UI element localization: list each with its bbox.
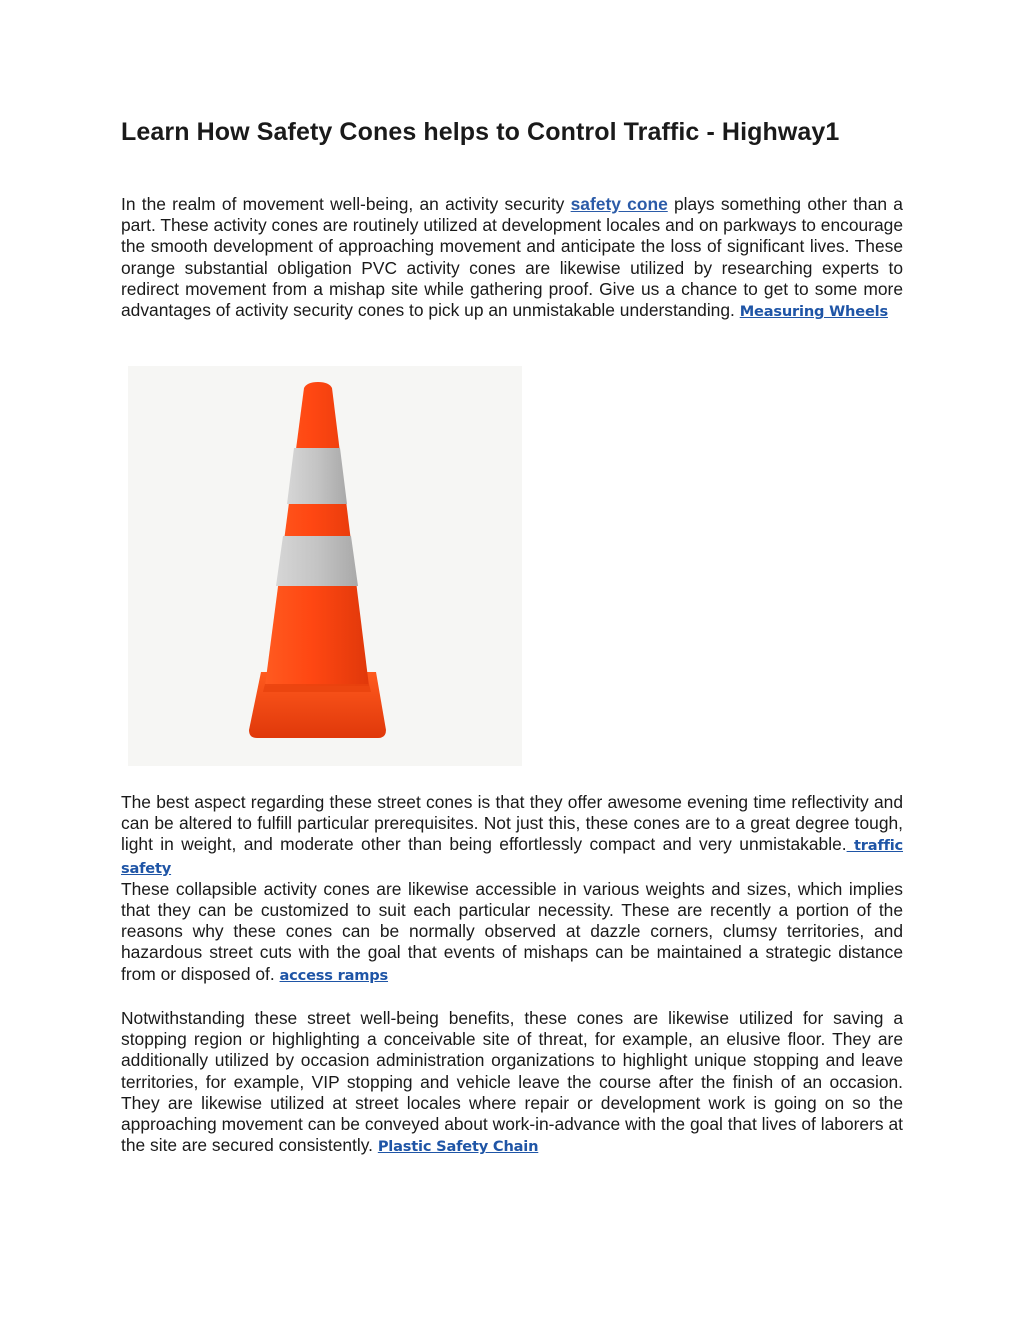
paragraph-benefits	[121, 1008, 903, 1157]
traffic-cone-image	[128, 366, 522, 766]
paragraph-text: Notwithstanding these street well-being benefits, these cones are likewise utilized for saving a stopping region or highlighting a conceivable site of threat, for example, an elusive floor. They are additionally utilized by occasion administration organizations to highlight unique stopping and leave territories, for example, VIP stopping and vehicle leave the course after the finish of an occasion. They are likewise utilized at street locales where repair or development work is going on so the approaching movement can be conveyed about work-in-advance with the goal that lives of laborers at the site are secured consistently.	[121, 1008, 903, 1156]
link-access-ramps[interactable]: access ramps	[279, 966, 389, 984]
traffic-cone-illustration	[128, 366, 522, 766]
paragraph-text: The best aspect regarding these street cones is that they offer awesome evening time reflectivity and can be altered to fulfill particular prerequisites. Not just this, these cones are to a great degree tough, light in weight, and moderate other than being effortlessly compact and very unmistakable.	[121, 792, 903, 855]
paragraph-intro	[121, 194, 903, 322]
cone-band-upper	[287, 448, 347, 504]
paragraph-text: These collapsible activity cones are likewise accessible in various weights and sizes, which implies that they can be customized to suit each particular necessity. These are recently a portion of the reasons why these cones can be normally observed at dazzle corners, clumsy territories, and hazardous street cuts with the goal that events of mishaps can be maintained a strategic distance from or disposed of.	[121, 878, 903, 984]
paragraph-text: plays something other than a part. These activity cones are routinely utilized at development locales and on parkways to encourage the smooth development of approaching movement and anticipate the loss of significant lives. These orange substantial obligation PVC activity cones are likewise utilized by researching experts to redirect movement from a mishap site while gathering proof. Give us a chance to get to some more advantages of activity security cones to pick up an unmistakable understanding.	[121, 194, 903, 321]
page-title: Learn How Safety Cones helps to Control Traffic - Highway1	[121, 118, 840, 146]
link-traffic-safety[interactable]: traffic safety	[121, 837, 904, 877]
link-safety-cone[interactable]: safety cone	[570, 194, 668, 214]
cone-band-lower	[276, 536, 358, 586]
link-measuring-wheels[interactable]: Measuring Wheels	[739, 303, 888, 321]
cone-base-rim	[263, 684, 371, 692]
link-plastic-safety-chain[interactable]: Plastic Safety Chain	[377, 1138, 539, 1156]
paragraph-text: In the realm of movement well-being, an activity security	[121, 194, 571, 214]
paragraph-reflectivity	[121, 792, 903, 986]
cone-body	[265, 382, 369, 686]
